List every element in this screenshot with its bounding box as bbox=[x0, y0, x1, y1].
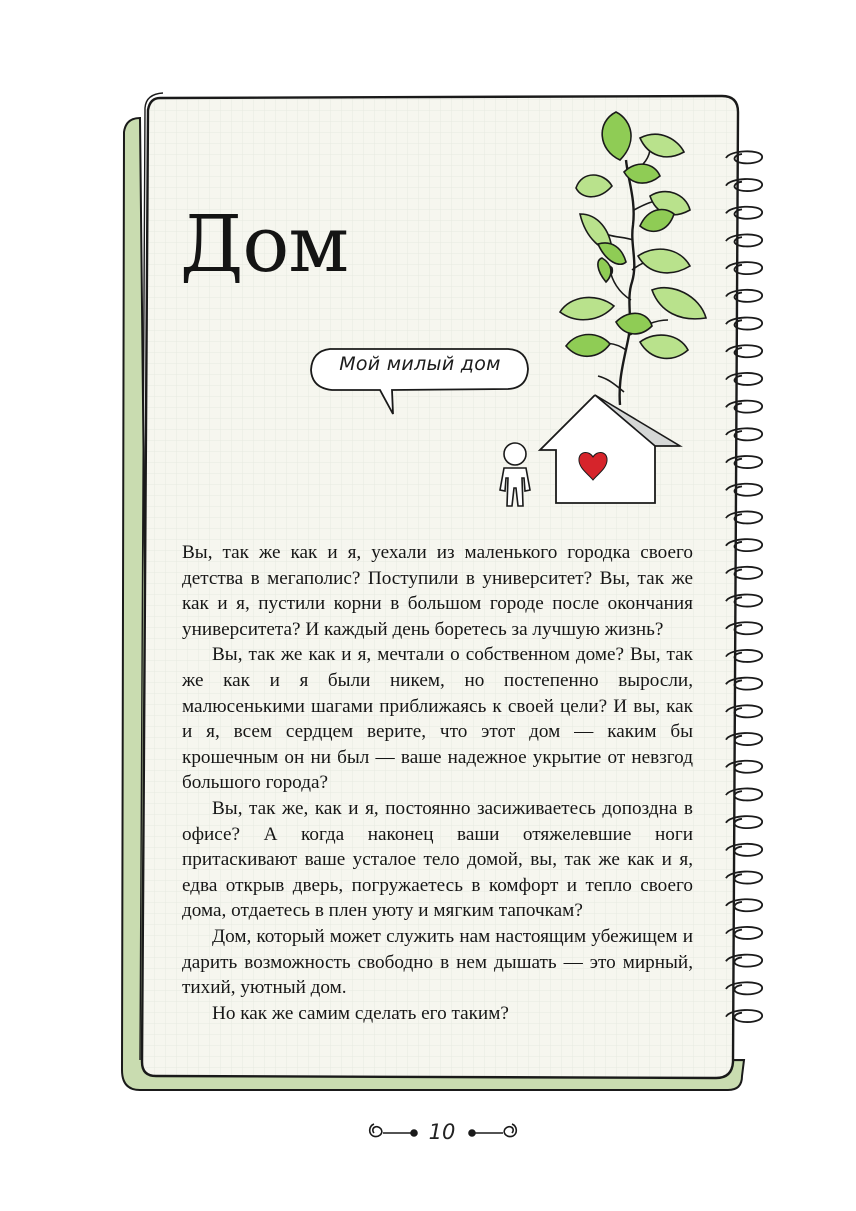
page-number: 10 bbox=[428, 1120, 456, 1144]
speech-bubble-text: Мой милый дом bbox=[339, 353, 501, 375]
body-text bbox=[182, 540, 693, 1026]
page-number-ornament-left bbox=[370, 1124, 417, 1137]
paragraph: Вы, так же, как и я, постоянно засиживаетесь допоздна в офисе? А когда наконец ваши отяжелевшие ноги притаскивают ваше усталое тело домой, вы, так же как и я, едва открыв дверь, погружаетесь в комфорт и тепло своего дома, отдаетесь в плен уюту и мягким тапочкам? bbox=[182, 797, 693, 922]
paragraph: Дом, который может служить нам настоящим убежищем и дарить возможность свободно в нем дышать — это мирный, тихий, уютный дом. bbox=[182, 925, 693, 999]
page-number-ornament-right bbox=[469, 1124, 516, 1137]
paragraph: Вы, так же как и я, уехали из маленького городка своего детства в мегаполис? Поступили в университет? Вы, так же как и я, пустили корни в большом городе после окончания университета? И каждый день боретесь за лучшую жизнь? bbox=[182, 542, 693, 640]
paragraph: Вы, так же как и я, мечтали о собственном доме? Вы, так же как и я были никем, но постепенно выросли, малюсенькими шагами приближаясь к своей цели? И вы, как и я, всем сердцем верите, что этот дом — каким бы крошечным он ни был — ваше надежное укрытие от невзгод большого города? bbox=[182, 644, 693, 794]
chapter-title: Дом bbox=[180, 200, 349, 290]
paragraph: Но как же самим сделать его таким? bbox=[212, 1002, 509, 1024]
